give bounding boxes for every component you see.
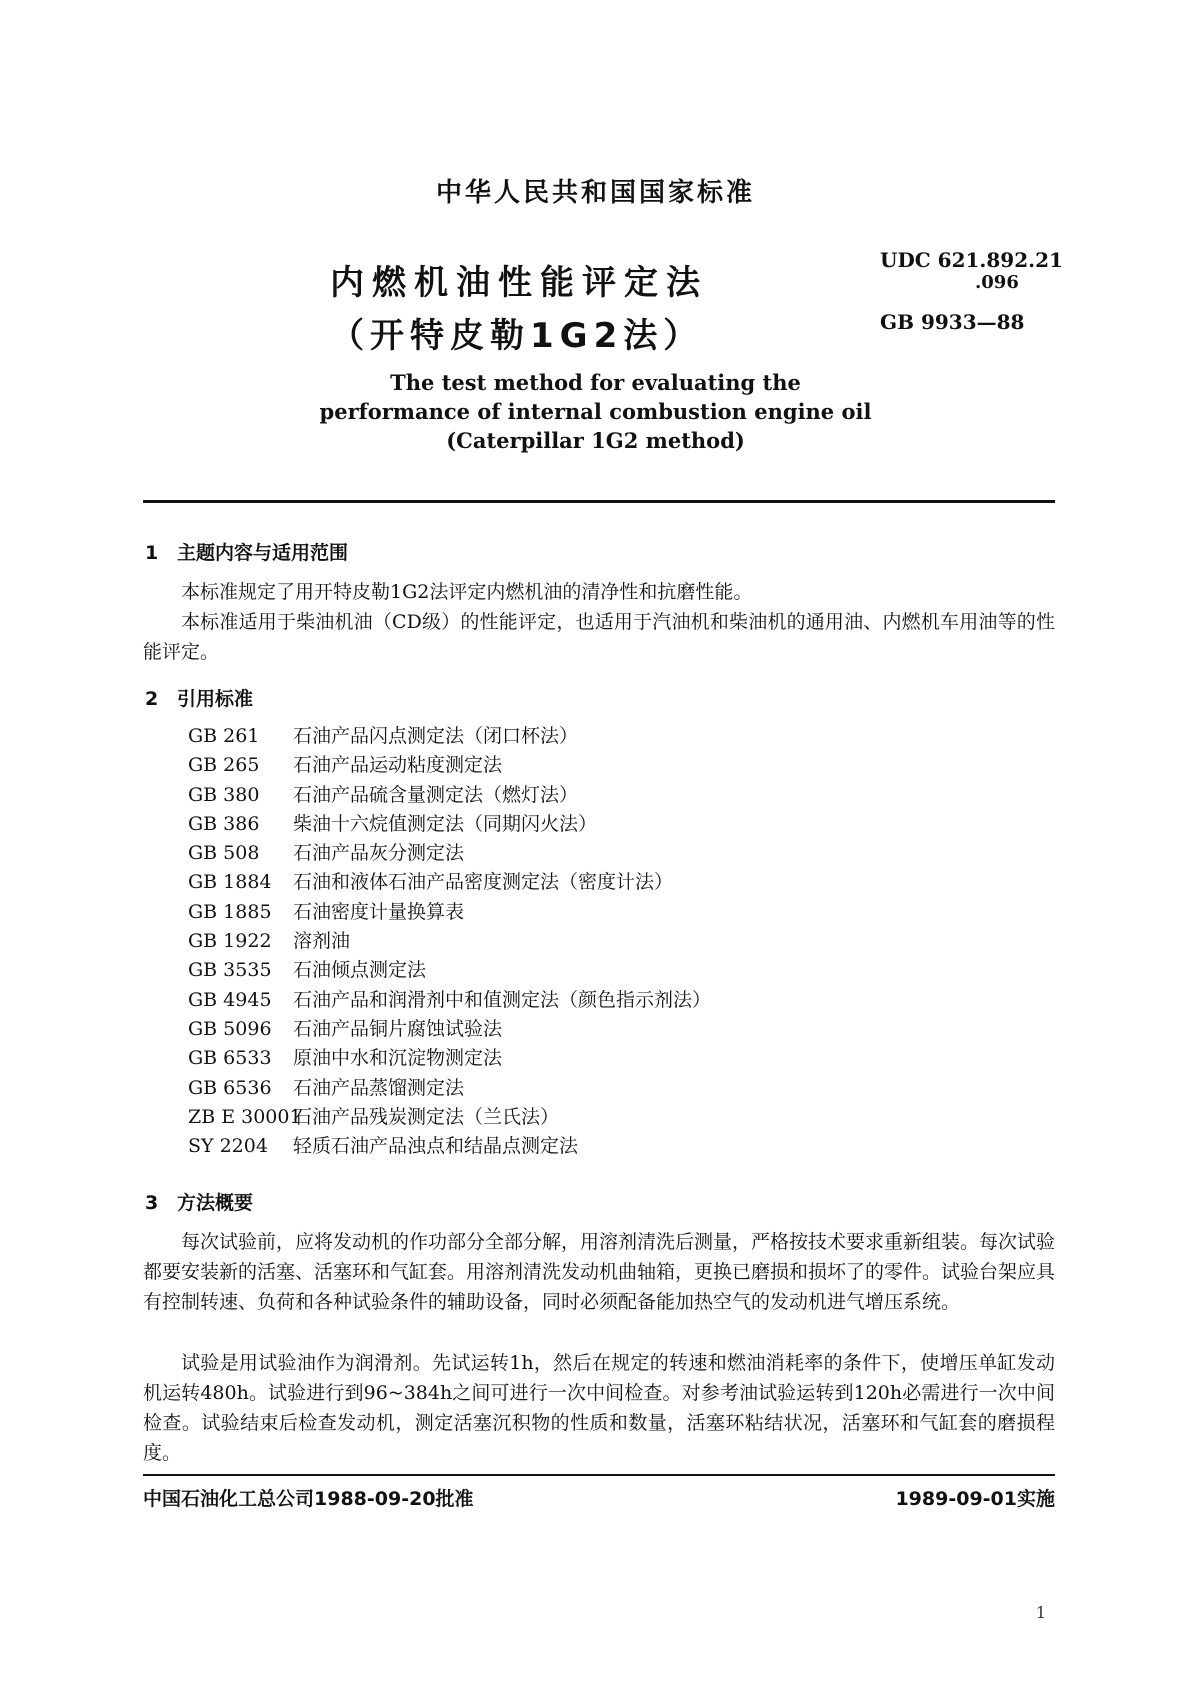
gb-standard-code: GB 9933—88 [880,310,1025,334]
reference-item [188,1103,711,1132]
title-english-line-3: (Caterpillar 1G2 method) [446,428,745,453]
reference-item [188,722,711,751]
section-number: 3 [145,1192,159,1214]
reference-code: ZB E 30001 [188,1105,302,1128]
page-number: 1 [1035,1603,1046,1622]
title-chinese-subtitle: （开特皮勒1G2法） [330,316,704,356]
section-3-paragraph-2: 试验是用试验油作为润滑剂。先试运转1h，然后在规定的转速和燃油消耗率的条件下，使增压单缸发动机运转480h。试验进行到96~384h之间可进行一次中间检查。对参考油试验运转到120h必需进行一次中间检查。试验结束后检查发动机，测定活塞沉积物的性质和数量，活塞环粘结状况，活塞环和气缸套的磨损程度。 [143,1352,1055,1464]
reference-item [188,956,711,985]
section-title: 主题内容与适用范围 [177,542,349,564]
reference-code: GB 1884 [188,871,272,894]
reference-item [188,810,711,839]
national-standard-label: 中华人民共和国国家标准 [435,178,755,208]
reference-code: GB 265 [188,754,260,777]
reference-title: 石油产品闪点测定法（闭口杯法） [293,725,579,747]
title-chinese: 内燃机油性能评定法 [330,263,708,303]
reference-title: 石油产品灰分测定法 [293,842,465,865]
reference-item [188,868,711,897]
reference-item [188,986,711,1015]
reference-title: 石油产品残炭测定法（兰氏法） [293,1105,560,1128]
reference-code: GB 380 [188,783,260,806]
reference-item [188,751,711,780]
reference-title: 石油产品和润滑剂中和值测定法（颜色指示剂法） [293,988,712,1011]
section-3-heading [145,1188,253,1215]
reference-code: GB 386 [188,812,260,835]
reference-code: GB 6533 [188,1047,272,1070]
reference-title: 石油产品铜片腐蚀试验法 [293,1017,503,1040]
header-divider [143,500,1055,503]
reference-title: 柴油十六烷值测定法（同期闪火法） [293,812,598,835]
reference-code: GB 1922 [188,930,272,953]
section-number: 1 [145,542,159,564]
reference-code: GB 1885 [188,900,272,923]
reference-code: GB 3535 [188,959,272,982]
section-number: 2 [145,688,159,710]
section-1-paragraph-1: 本标准规定了用开特皮勒1G2法评定内燃机油的清净性和抗磨性能。 [181,581,753,603]
section-1-paragraph-2: 本标准适用于柴油机油（CD级）的性能评定，也适用于汽油机和柴油机的通用油、内燃机车用油等的性能评定。 [143,611,1055,663]
approval-date: 中国石油化工总公司1988-09-20批准 [143,1488,474,1510]
reference-code: GB 508 [188,842,260,865]
reference-title: 原油中水和沉淀物测定法 [293,1047,503,1070]
reference-title: 石油产品硫含量测定法（燃灯法） [293,783,579,806]
udc-code-suffix: .096 [975,272,1019,293]
reference-title: 石油倾点测定法 [293,959,427,982]
reference-list [188,722,711,1161]
title-english-line-1: The test method for evaluating the [390,370,801,395]
reference-title: 石油密度计量换算表 [293,900,465,923]
section-title: 方法概要 [177,1192,254,1214]
reference-title: 溶剂油 [293,930,351,953]
title-english-line-2: performance of internal combustion engine oil [319,399,872,424]
footer-divider [143,1474,1055,1476]
reference-item [188,1074,711,1103]
udc-code: UDC 621.892.21 [880,248,1063,272]
reference-code: GB 261 [188,725,260,747]
reference-item [188,1132,711,1161]
reference-code: GB 5096 [188,1017,272,1040]
reference-title: 石油产品运动粘度测定法 [293,754,503,777]
reference-code: GB 6536 [188,1076,272,1099]
section-1-heading [145,538,348,565]
reference-item [188,898,711,927]
section-3-paragraph-1: 每次试验前，应将发动机的作功部分全部分解，用溶剂清洗后测量，严格按技术要求重新组装。每次试验都要安装新的活塞、活塞环和气缸套。用溶剂清洗发动机曲轴箱，更换已磨损和损坏了的零件。试验台架应具有控制转速、负荷和各种试验条件的辅助设备，同时必须配备能加热空气的发动机进气增压系统。 [143,1231,1056,1313]
section-title: 引用标准 [177,688,254,710]
reference-item [188,1015,711,1044]
reference-item [188,781,711,810]
reference-title: 轻质石油产品浊点和结晶点测定法 [293,1135,579,1158]
reference-code: SY 2204 [188,1135,268,1158]
reference-title: 石油和液体石油产品密度测定法（密度计法） [293,871,674,894]
effective-date: 1989-09-01实施 [895,1488,1055,1510]
reference-item [188,839,711,868]
reference-title: 石油产品蒸馏测定法 [293,1076,465,1099]
reference-code: GB 4945 [188,988,272,1011]
reference-item [188,1044,711,1073]
reference-item [188,927,711,956]
section-2-heading [145,684,253,711]
